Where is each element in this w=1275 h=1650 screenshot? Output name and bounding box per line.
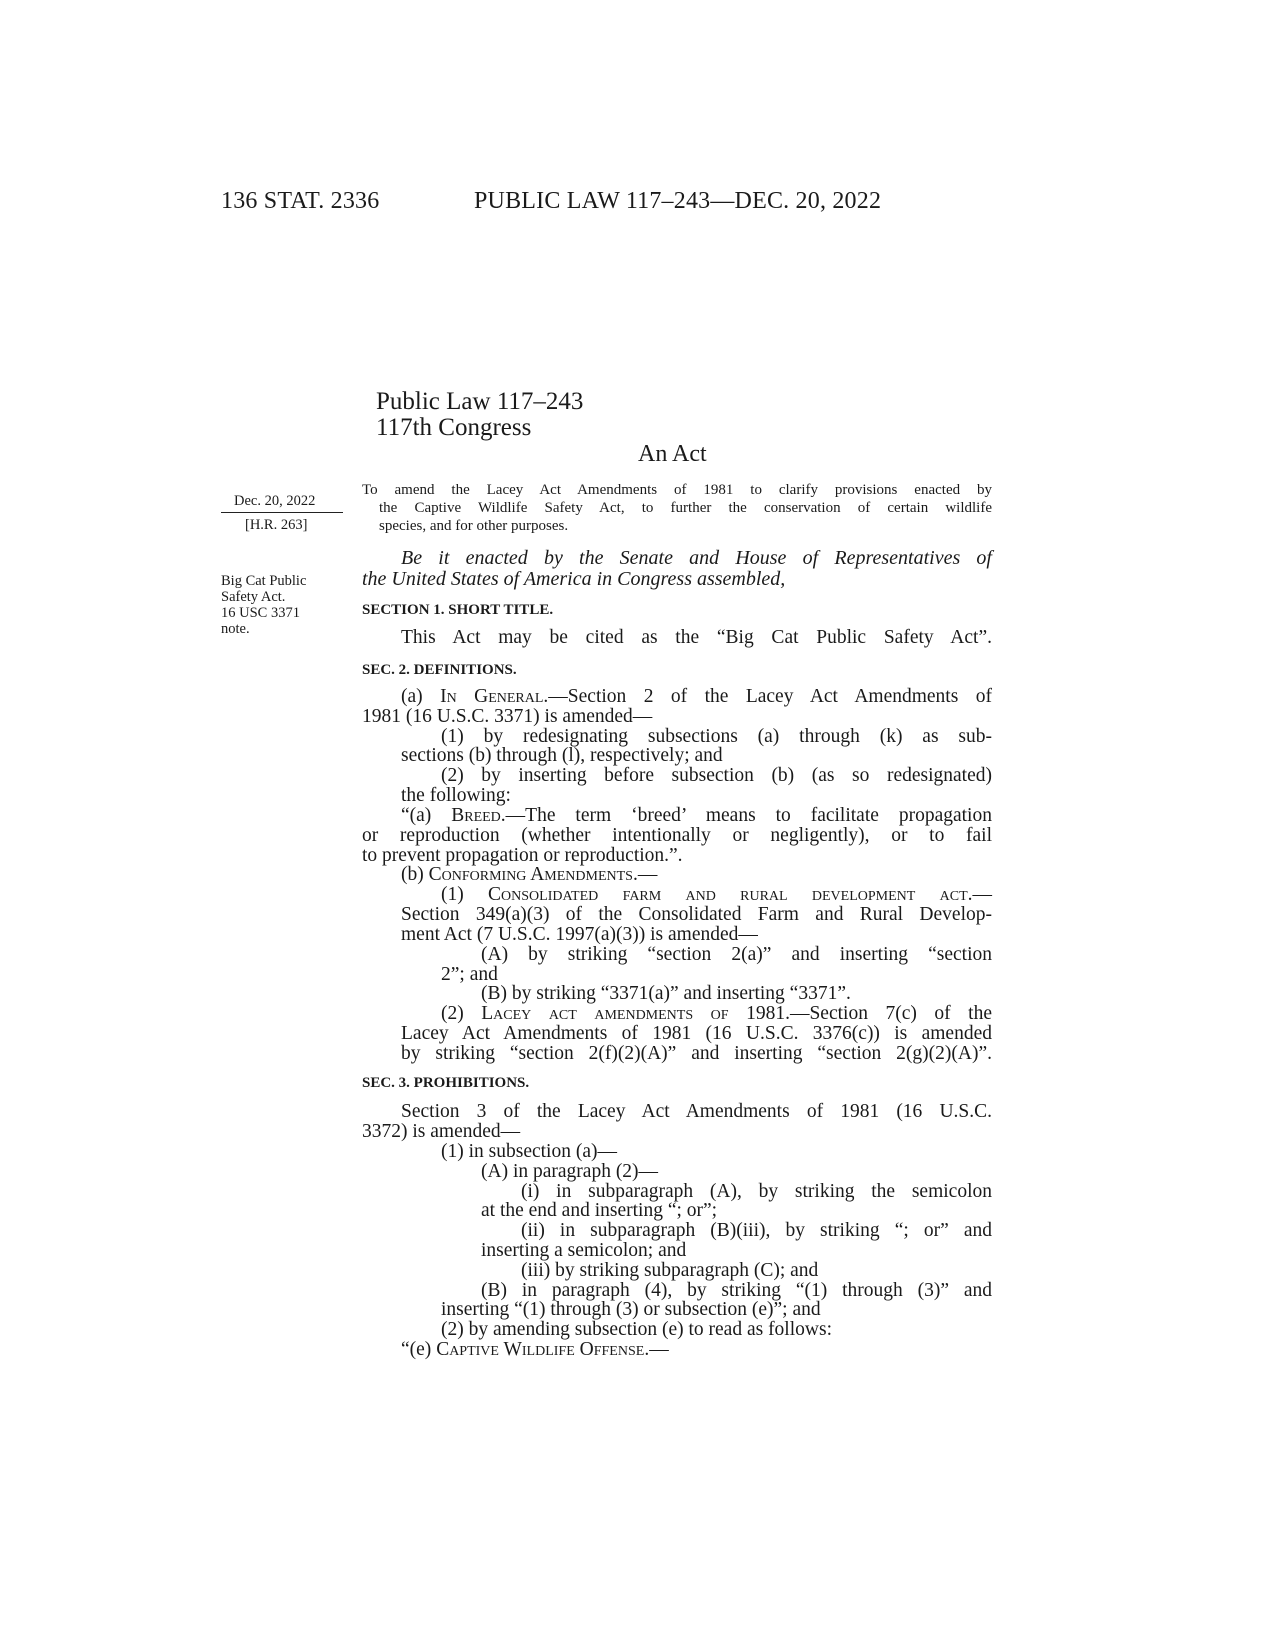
body-line: Lacey Act Amendments of 1981 (16 U.S.C. 3376(c)) is amended: [401, 1023, 992, 1044]
body-line: (1) in subsection (a)—: [441, 1141, 617, 1162]
body-line: (ii) in subparagraph (B)(iii), by striking “; or” and: [521, 1220, 992, 1241]
section-1-text: This Act may be cited as the “Big Cat Public Safety Act”.: [401, 627, 992, 648]
purpose-line: To amend the Lacey Act Amendments of 1981 to clarify provisions enacted by: [362, 482, 992, 498]
body-line: to prevent propagation or reproduction.”.: [362, 845, 683, 866]
margin-note-line: Big Cat Public: [221, 573, 307, 589]
body-line: or reproduction (whether intentionally or negligently), or to fail: [362, 825, 992, 846]
body-line: (b) Conforming Amendments.—: [401, 864, 658, 885]
margin-bill: [H.R. 263]: [245, 517, 308, 533]
body-line: by striking “section 2(f)(2)(A)” and inserting “section 2(g)(2)(A)”.: [401, 1043, 992, 1064]
body-line: (1) by redesignating subsections (a) through (k) as sub-: [441, 726, 992, 747]
body-line: (A) in paragraph (2)—: [481, 1161, 659, 1182]
purpose-line: species, and for other purposes.: [379, 518, 569, 534]
body-line: 1981 (16 U.S.C. 3371) is amended—: [362, 706, 653, 727]
margin-note-line: 16 USC 3371: [221, 605, 300, 621]
body-line: “(e) Captive Wildlife Offense.—: [401, 1339, 669, 1360]
body-line: (a) In General.—Section 2 of the Lacey Act Amendments of: [401, 686, 992, 707]
section-2-heading: SEC. 2. DEFINITIONS.: [362, 662, 517, 678]
body-line: 3372) is amended—: [362, 1121, 521, 1142]
body-line: ment Act (7 U.S.C. 1997(a)(3)) is amended—: [401, 924, 758, 945]
margin-note-line: note.: [221, 621, 250, 637]
body-line: (iii) by striking subparagraph (C); and: [521, 1260, 819, 1281]
body-line: (B) in paragraph (4), by striking “(1) through (3)” and: [481, 1280, 992, 1301]
body-line: sections (b) through (l), respectively; and: [401, 745, 723, 766]
enacting-clause-line: Be it enacted by the Senate and House of Representatives of: [401, 547, 992, 569]
page-reference: 136 STAT. 2336: [221, 188, 380, 214]
running-title: PUBLIC LAW 117–243—DEC. 20, 2022: [474, 188, 882, 214]
enacting-clause-line: the United States of America in Congress assembled,: [362, 568, 786, 590]
body-line: inserting “(1) through (3) or subsection (e)”; and: [441, 1299, 821, 1320]
body-line: Section 349(a)(3) of the Consolidated Farm and Rural Develop-: [401, 904, 992, 925]
body-line: (1) Consolidated farm and rural development act.—: [441, 884, 992, 905]
body-line: inserting a semicolon; and: [481, 1240, 687, 1261]
purpose-line: the Captive Wildlife Safety Act, to further the conservation of certain wildlife: [379, 500, 992, 516]
body-line: 2”; and: [441, 964, 498, 985]
body-line: (i) in subparagraph (A), by striking the semicolon: [521, 1181, 992, 1202]
body-line: at the end and inserting “; or”;: [481, 1200, 718, 1221]
body-line: (B) by striking “3371(a)” and inserting “3371”.: [481, 983, 851, 1004]
act-title: An Act: [638, 441, 707, 467]
section-1-heading: SECTION 1. SHORT TITLE.: [362, 602, 554, 618]
margin-date: Dec. 20, 2022: [234, 493, 316, 509]
margin-note-line: Safety Act.: [221, 589, 286, 605]
body-line: (2) by inserting before subsection (b) (as so redesignated): [441, 765, 992, 786]
margin-divider: [221, 512, 343, 513]
body-line: (2) Lacey act amendments of 1981.—Section 7(c) of the: [441, 1003, 992, 1024]
body-line: “(a) Breed.—The term ‘breed’ means to facilitate propagation: [401, 805, 992, 826]
public-law-title: Public Law 117–243: [376, 388, 584, 415]
body-line: (2) by amending subsection (e) to read as follows:: [441, 1319, 832, 1340]
body-line: Section 3 of the Lacey Act Amendments of 1981 (16 U.S.C.: [401, 1101, 992, 1122]
congress-title: 117th Congress: [376, 414, 532, 441]
body-line: (A) by striking “section 2(a)” and inserting “section: [481, 944, 992, 965]
section-3-heading: SEC. 3. PROHIBITIONS.: [362, 1075, 530, 1091]
body-line: the following:: [401, 785, 511, 806]
